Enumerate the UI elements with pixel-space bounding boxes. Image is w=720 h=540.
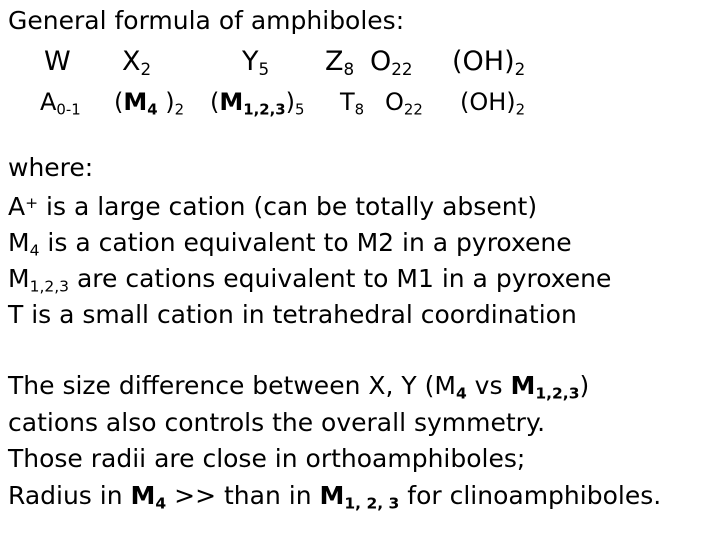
formula-oh: $(OH)_2$ [452, 46, 526, 80]
formula2-m123: $(M_{1,2,3})_5$ [210, 88, 305, 119]
formula-o: $O_{22}$ [370, 46, 413, 80]
heading: General formula of amphiboles: [8, 6, 405, 35]
where-m4-line: $M_4$ is a cation equivalent to M2 in a pyroxene [8, 228, 572, 260]
where-label: where: [8, 153, 94, 182]
para-line-4: Radius in $M_4$ >> than in $M_{1, 2, 3}$ for clinoamphiboles. [8, 481, 662, 513]
formula2-m4: ($M_4$ )$_2$ [114, 88, 185, 119]
para-line-1: The size difference between X, Y ($M_4$ vs $M_{1,2,3}$) [8, 371, 590, 403]
para-line-3: Those radii are close in orthoamphiboles; [8, 444, 526, 473]
formula-w: W [44, 46, 71, 77]
formula2-o: $O_{22}$ [385, 88, 423, 119]
where-t-line: T is a small cation in tetrahedral coordination [8, 300, 577, 329]
formula-x: $X_2$ [122, 46, 152, 80]
formula-y: $Y_5$ [242, 46, 270, 80]
para-line-2: cations also controls the overall symmetry. [8, 408, 546, 437]
where-a-line: A+ is a large cation (can be totally absent) [8, 192, 538, 221]
formula-z: $Z_8$ [325, 46, 355, 80]
where-m123-line: $M_{1,2,3}$ are cations equivalent to M1 in a pyroxene [8, 264, 612, 296]
formula2-t: $T_8$ [340, 88, 365, 119]
formula2-oh: $(OH)_2$ [460, 88, 526, 119]
formula2-a: $A_{0-1}$ [40, 88, 81, 119]
